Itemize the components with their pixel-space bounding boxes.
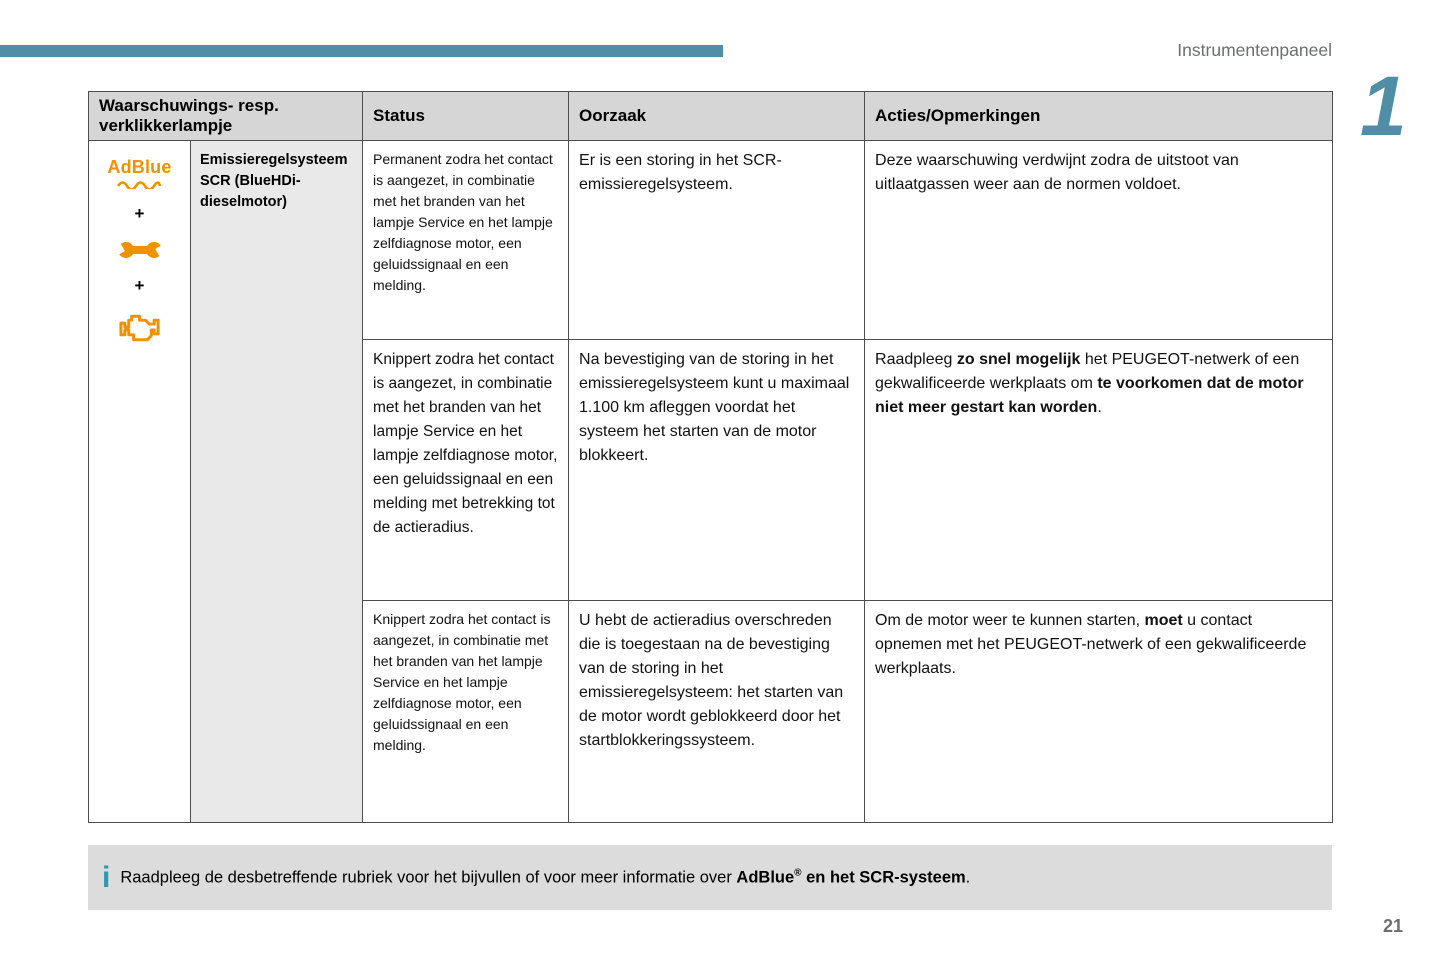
col-header-warning-lamp: Waarschuwings- resp. verklikkerlampje [89,92,363,141]
acties-cell-row3 [865,601,1333,823]
warning-lamp-name-cell: Emissieregelsysteem SCR (BlueHDi-dieselmotor) [191,141,363,823]
adblue-label: AdBlue [107,157,172,177]
text-segment: ® [794,867,802,879]
text-segment: moet [1144,612,1183,629]
table-row [89,141,1333,340]
oorzaak-cell-row1: Er is een storing in het SCR-emissieregelsysteem. [569,141,865,340]
status-cell-row3: Knippert zodra het contact is aangezet, in combinatie met het branden van het lampje Service en het lampje zelfdiagnose motor, een geluidssignaal en een melding. [363,601,569,823]
engine-diagnostic-icon [117,311,162,344]
info-icon: i [102,860,111,894]
text-segment: Raadpleeg de desbetreffende rubriek voor het bijvullen of voor meer informatie over [120,868,737,887]
chapter-number: 1 [1360,59,1407,153]
status-cell-row1: Permanent zodra het contact is aangezet, in combinatie met het branden van het lampje Service en het lampje zelfdiagnose motor, een geluidssignaal en een melding. [363,141,569,340]
col-header-acties: Acties/Opmerkingen [865,92,1333,141]
info-note-text [120,868,970,888]
info-note [88,845,1332,910]
table-header-row [89,92,1333,141]
col-header-oorzaak: Oorzaak [569,92,865,141]
acties-cell-row1 [865,141,1333,340]
text-segment: Deze waarschuwing verdwijnt zodra de uitstoot van uitlaatgassen weer aan de normen voldoet. [875,152,1239,193]
warning-lamp-icons [89,157,190,344]
text-segment: te voorkomen dat de motor niet meer gestart kan worden [875,375,1304,416]
adblue-warning-icon [107,157,171,189]
col-header-status: Status [363,92,569,141]
text-segment: zo snel mogelijk [956,351,1081,368]
service-wrench-icon [117,239,163,261]
warning-lamp-icons-cell [89,141,191,823]
text-segment: u contact opnemen met het PEUGEOT-netwerk of een gekwalificeerde werkplaats. [875,612,1307,677]
text-segment: . [965,868,971,887]
text-segment: Om de motor weer te kunnen starten, [875,612,1145,629]
text-segment: en het SCR-systeem [801,868,966,887]
text-segment: AdBlue [736,868,795,887]
page-number: 21 [1382,916,1403,936]
text-segment: het PEUGEOT-netwerk of een gekwalificeerde werkplaats om [875,351,1300,392]
text-segment: . [1097,399,1102,416]
status-cell-row2: Knippert zodra het contact is aangezet, in combinatie met het branden van het lampje Service en het lampje zelfdiagnose motor, een geluidssignaal en een melding met betrekking tot de actieradius. [363,340,569,601]
acties-cell-row2 [865,340,1333,601]
adblue-wave-icon [116,179,162,189]
header-accent-bar [0,45,723,57]
oorzaak-cell-row3: U hebt de actieradius overschreden die is toegestaan na de bevestiging van de storing in het emissieregelsysteem: het starten van de motor wordt geblokkeerd door het startblokkeringssysteem. [569,601,865,823]
warning-table [88,91,1333,823]
page-header-title: Instrumentenpaneel [1177,40,1332,60]
plus-sign: + [134,276,145,295]
oorzaak-cell-row2: Na bevestiging van de storing in het emissieregelsysteem kunt u maximaal 1.100 km afleggen voordat het systeem het starten van de motor blokkeert. [569,340,865,601]
plus-sign: + [134,204,145,223]
text-segment: Raadpleeg [875,351,957,368]
